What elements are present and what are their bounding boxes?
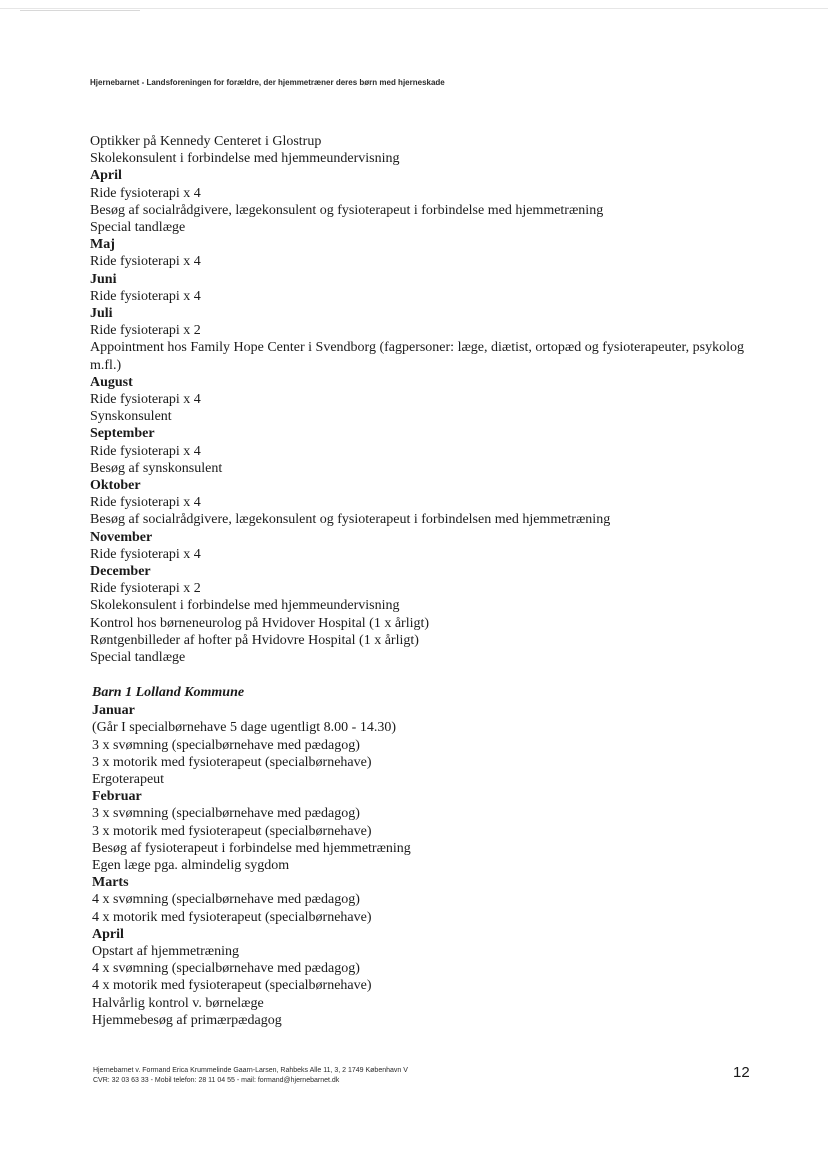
- schedule-item: Ride fysioterapi x 4: [90, 288, 201, 304]
- schedule-item: Ride fysioterapi x 4: [90, 546, 201, 562]
- schedule-item: 3 x svømning (specialbørnehave med pædagog): [92, 806, 360, 822]
- schedule-item: Synskonsulent: [90, 409, 172, 425]
- schedule-item: Ride fysioterapi x 4: [90, 254, 201, 270]
- footer-contact: CVR: 32 03 63 33 - Mobil telefon: 28 11 04 55 - mail: formand@hjernebarnet.dk: [93, 1077, 340, 1084]
- child-section: [92, 684, 752, 1029]
- schedule-item: Skolekonsulent i forbindelse med hjemmeundervisning: [90, 598, 400, 614]
- schedule-item: Ride fysioterapi x 4: [90, 185, 201, 201]
- schedule-item: Besøg af socialrådgivere, lægekonsulent og fysioterapeut i forbindelse med hjemmetræning: [90, 202, 604, 218]
- schedule-item: Special tandlæge: [90, 220, 186, 236]
- schedule-item: Besøg af socialrådgivere, lægekonsulent og fysioterapeut i forbindelsen med hjemmetræning: [90, 512, 611, 528]
- schedule-item: (Går I specialbørnehave 5 dage ugentligt 8.00 - 14.30): [92, 720, 397, 736]
- schedule-item: Halvårlig kontrol v. børnelæge: [92, 995, 264, 1011]
- page-number: 12: [733, 1064, 750, 1081]
- schedule-item: Besøg af fysioterapeut i forbindelse med hjemmetræning: [92, 840, 411, 856]
- month-heading: April: [92, 926, 124, 942]
- month-heading: Juni: [90, 271, 117, 287]
- month-heading: Februar: [92, 789, 142, 805]
- month-heading: Oktober: [90, 478, 141, 494]
- month-heading: Januar: [92, 703, 135, 719]
- schedule-item: Besøg af synskonsulent: [90, 460, 223, 476]
- page-footer: [93, 1066, 408, 1086]
- month-heading: August: [90, 374, 133, 390]
- schedule-item: Kontrol hos børneneurolog på Hvidover Hospital (1 x årligt): [90, 615, 430, 631]
- section-schedule-list: [92, 702, 752, 1029]
- month-heading: April: [90, 168, 122, 184]
- page-header: Hjernebarnet - Landsforeningen for forældre, der hjemmetræner deres børn med hjerneskade: [90, 78, 445, 87]
- schedule-item: Optikker på Kennedy Centeret i Glostrup: [90, 134, 322, 149]
- schedule-item: Ride fysioterapi x 2: [90, 581, 201, 597]
- schedule-item: 3 x motorik med fysioterapeut (specialbørnehave): [92, 823, 372, 839]
- schedule-item: Ride fysioterapi x 4: [90, 392, 201, 408]
- schedule-item: Ride fysioterapi x 2: [90, 323, 201, 339]
- month-heading: Juli: [90, 306, 113, 322]
- schedule-list: [90, 133, 750, 666]
- schedule-item: 4 x svømning (specialbørnehave med pædagog): [92, 961, 360, 977]
- schedule-item: 3 x motorik med fysioterapeut (specialbørnehave): [92, 754, 372, 770]
- month-heading: September: [90, 426, 155, 442]
- schedule-item: Opstart af hjemmetræning: [92, 944, 239, 960]
- schedule-item: 4 x svømning (specialbørnehave med pædagog): [92, 892, 360, 908]
- schedule-item: Hjemmebesøg af primærpædagog: [92, 1012, 282, 1028]
- month-heading: Maj: [90, 237, 115, 253]
- scan-artifact-line: [20, 10, 140, 11]
- schedule-item: Appointment hos Family Hope Center i Svendborg (fagpersoner: læge, diætist, ortopæd og fysioterapeuter, psykolog m.fl.): [90, 340, 744, 373]
- schedule-item: 3 x svømning (specialbørnehave med pædagog): [92, 737, 360, 753]
- month-heading: November: [90, 529, 153, 545]
- schedule-item: Røntgenbilleder af hofter på Hvidovre Hospital (1 x årligt): [90, 632, 419, 648]
- schedule-item: Special tandlæge: [90, 650, 186, 666]
- month-heading: December: [90, 564, 151, 580]
- month-heading: Marts: [92, 875, 129, 891]
- schedule-item: 4 x motorik med fysioterapeut (specialbørnehave): [92, 978, 372, 994]
- schedule-item: Egen læge pga. almindelig sygdom: [92, 858, 290, 874]
- scan-artifact-line: [0, 8, 828, 9]
- schedule-item: Ergoterapeut: [92, 772, 165, 788]
- section-title: Barn 1 Lolland Kommune: [92, 685, 245, 700]
- footer-address: Hjernebarnet v. Formand Erica Krummelinde Gaarn-Larsen, Rahbeks Alle 11, 3, 2 1749 København V: [93, 1067, 408, 1074]
- schedule-item: Skolekonsulent i forbindelse med hjemmeundervisning: [90, 151, 400, 167]
- schedule-item: 4 x motorik med fysioterapeut (specialbørnehave): [92, 909, 372, 925]
- schedule-item: Ride fysioterapi x 4: [90, 495, 201, 511]
- schedule-item: Ride fysioterapi x 4: [90, 443, 201, 459]
